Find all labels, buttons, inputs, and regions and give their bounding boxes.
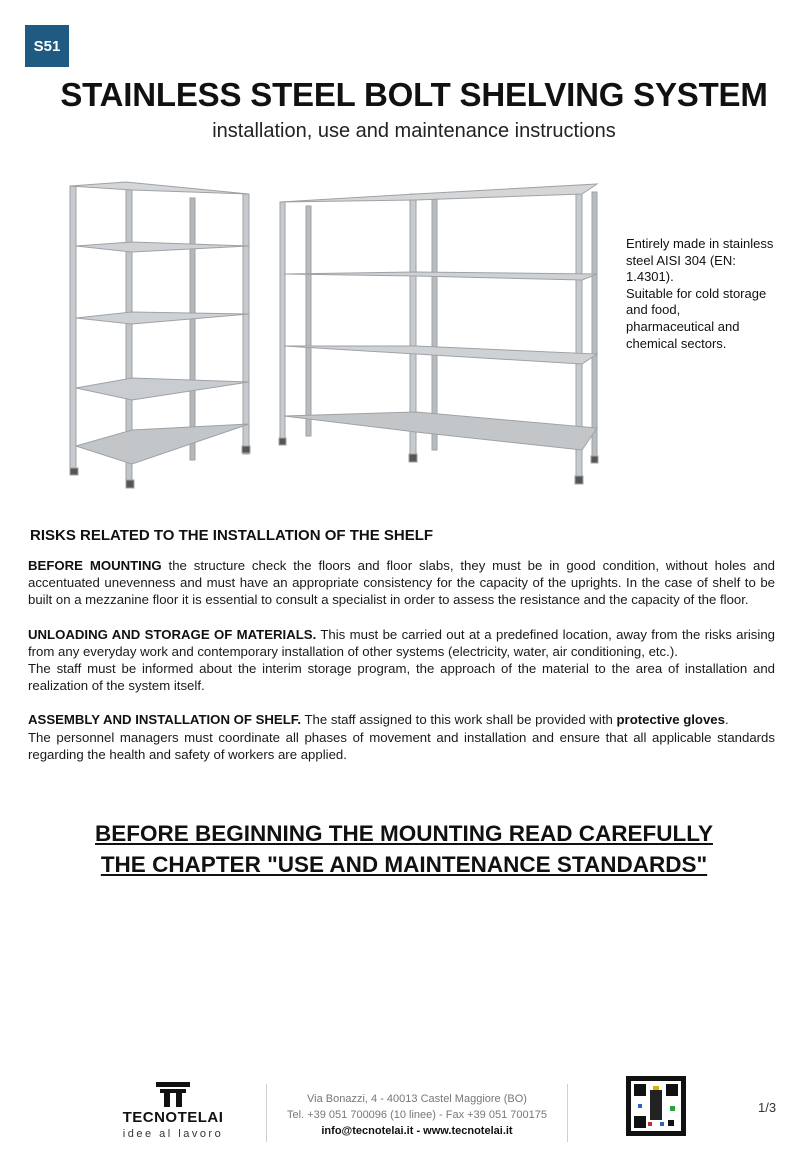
assembly-end: . <box>724 712 729 728</box>
page-number: 1/3 <box>758 1100 777 1115</box>
company-logo <box>108 1080 238 1144</box>
warning-line-1: BEFORE BEGINNING THE MOUNTING READ CAREFULLY <box>95 821 713 846</box>
product-description <box>626 236 786 352</box>
description-line: 1.4301). <box>626 269 674 285</box>
description-line: pharmaceutical and <box>626 318 740 334</box>
footer-divider <box>567 1084 568 1142</box>
risks-heading: RISKS RELATED TO THE INSTALLATION OF THE SHELF <box>30 527 434 544</box>
mounting-paragraph <box>28 557 775 609</box>
warning-notice <box>0 818 808 880</box>
double-shelf-unit <box>279 184 598 484</box>
phone-fax: Tel. +39 051 700096 (10 linee) - Fax +39 051 700175 <box>287 1109 547 1121</box>
mounting-lead: BEFORE MOUNTING <box>28 558 162 573</box>
description-line: Suitable for cold storage <box>626 285 767 301</box>
assembly-text: The staff assigned to this work shall be provided with <box>301 712 617 728</box>
unloading-paragraph <box>28 626 775 660</box>
document-code-badge: S51 <box>25 25 69 67</box>
description-line: chemical sectors. <box>626 335 727 351</box>
risks-body <box>28 557 775 763</box>
page-title: STAINLESS STEEL BOLT SHELVING SYSTEM <box>60 76 768 113</box>
certification-seal-icon <box>626 1076 686 1136</box>
logo-mark-icon <box>108 1080 238 1108</box>
description-line: Entirely made in stainless <box>626 236 774 251</box>
unloading-paragraph-2: The staff must be informed about the interim storage program, the approach of the material to the area of installation and realization of the system itself. <box>28 661 775 694</box>
description-line: and food, <box>626 302 681 318</box>
page-subtitle: installation, use and maintenance instructions <box>212 120 616 142</box>
assembly-paragraph-2: The personnel managers must coordinate all phases of movement and installation and ensure that all applicable standards regarding the health and safety of workers are applied. <box>28 729 775 762</box>
unloading-lead: UNLOADING AND STORAGE OF MATERIALS. <box>28 626 317 642</box>
warning-line-2: THE CHAPTER "USE AND MAINTENANCE STANDARDS" <box>100 852 708 877</box>
assembly-lead: ASSEMBLY AND INSTALLATION OF SHELF. <box>28 712 302 728</box>
protective-gloves: protective gloves <box>616 712 725 728</box>
assembly-paragraph <box>28 711 775 728</box>
single-shelf-unit <box>70 182 250 488</box>
description-line: steel AISI 304 (EN: <box>626 252 736 268</box>
mounting-text: the structure check the floors and floor slabs, they must be in good condition, without holes and accentuated unevenness and must have an appropriate consistency for the capacity of the uprights. In the case of shelf to be built on a mezzanine floor it is essential to consult a specialist in order to assess the resistance and the capacity of the floor. <box>28 558 775 608</box>
logo-wordmark: TECNOTELAI <box>122 1109 224 1126</box>
contact-info <box>268 1091 566 1139</box>
address: Via Bonazzi, 4 - 40013 Castel Maggiore (BO) <box>307 1093 527 1105</box>
logo-motto: idee al lavoro <box>122 1128 224 1140</box>
footer-divider <box>266 1084 267 1142</box>
shelving-product-photo <box>62 176 607 496</box>
unloading-text: This must be carried out at a predefined location, away from the risks arising from any everyday work and contemporary installation of other systems (electricity, water, air conditioning, etc.). <box>28 626 776 659</box>
email-website[interactable]: info@tecnotelai.it - www.tecnotelai.it <box>321 1125 513 1137</box>
